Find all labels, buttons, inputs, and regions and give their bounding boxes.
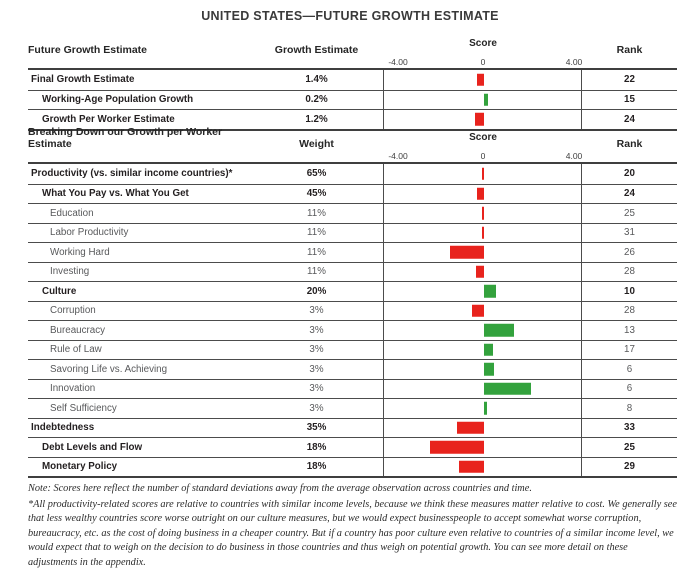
row-label: Rule of Law xyxy=(50,344,102,356)
score-cell xyxy=(383,204,582,223)
row-value: 18% xyxy=(306,461,327,473)
score-bar xyxy=(477,188,484,201)
table-body xyxy=(28,162,677,478)
row-label: Education xyxy=(50,207,94,219)
table-header xyxy=(28,36,677,68)
score-bar xyxy=(484,402,487,415)
table-row xyxy=(28,437,677,457)
score-bar xyxy=(484,383,531,396)
row-value: 11% xyxy=(307,207,326,219)
score-bar xyxy=(482,227,484,240)
axis-tick-max: 4.00 xyxy=(565,57,583,67)
row-value: 1.4% xyxy=(305,74,328,86)
footnote xyxy=(28,482,677,570)
score-cell xyxy=(383,419,582,438)
row-rank: 20 xyxy=(624,168,635,180)
score-bar xyxy=(484,324,514,337)
row-label: Working Hard xyxy=(50,246,110,258)
score-cell xyxy=(383,321,582,340)
axis-tick-zero: 0 xyxy=(480,57,486,67)
row-rank: 29 xyxy=(624,461,635,473)
score-cell xyxy=(383,243,582,262)
row-rank: 28 xyxy=(624,266,635,278)
row-label: Monetary Policy xyxy=(42,461,118,473)
score-bar xyxy=(484,363,494,376)
row-rank: 24 xyxy=(624,113,635,125)
table-row xyxy=(28,184,677,204)
score-cell xyxy=(383,380,582,399)
table-row xyxy=(28,418,677,438)
score-bar xyxy=(457,422,484,435)
score-cell xyxy=(383,70,582,90)
row-value: 35% xyxy=(306,422,327,434)
row-rank: 26 xyxy=(624,246,635,258)
axis-tick-min: -4.00 xyxy=(388,151,408,161)
score-bar xyxy=(484,94,488,107)
column-header-label: Future Growth Estimate xyxy=(28,44,148,56)
score-bar xyxy=(482,168,484,181)
row-value: 11% xyxy=(307,227,326,239)
axis-tick-max: 4.00 xyxy=(565,151,583,161)
row-value: 3% xyxy=(309,383,324,395)
row-value: 11% xyxy=(307,246,326,258)
table-row xyxy=(28,398,677,418)
page-title: UNITED STATES—FUTURE GROWTH ESTIMATE xyxy=(201,9,499,23)
column-header-score xyxy=(383,36,582,68)
table-row xyxy=(28,164,677,184)
row-rank: 33 xyxy=(624,422,635,434)
score-cell xyxy=(383,438,582,457)
row-value: 18% xyxy=(306,441,327,453)
footnote-line: Note: Scores here reflect the number of standard deviations away from the average observation across countries and time. xyxy=(28,483,532,494)
row-label: Savoring Life vs. Achieving xyxy=(50,363,168,375)
score-bar xyxy=(472,305,484,318)
row-rank: 24 xyxy=(624,188,635,200)
row-value: 0.2% xyxy=(305,94,328,106)
table-row xyxy=(28,242,677,262)
axis-tick-zero: 0 xyxy=(480,151,486,161)
row-value: 3% xyxy=(309,402,324,414)
axis-tick-min: -4.00 xyxy=(388,57,408,67)
row-value: 45% xyxy=(306,188,327,200)
row-value: 20% xyxy=(306,285,327,297)
score-cell xyxy=(383,110,582,129)
row-value: 3% xyxy=(309,363,324,375)
score-bar xyxy=(476,266,484,279)
table-row xyxy=(28,262,677,282)
row-value: 1.2% xyxy=(305,113,328,125)
table-row xyxy=(28,70,677,90)
row-rank: 25 xyxy=(624,207,635,219)
score-bar xyxy=(475,113,484,126)
table-header xyxy=(28,126,677,162)
row-rank: 8 xyxy=(626,402,633,414)
row-rank: 13 xyxy=(624,324,635,336)
row-label: Bureaucracy xyxy=(50,324,105,336)
row-rank: 10 xyxy=(624,285,635,297)
row-label: Labor Productivity xyxy=(50,227,129,239)
score-cell xyxy=(383,185,582,204)
row-rank: 28 xyxy=(624,305,635,317)
score-cell xyxy=(383,360,582,379)
row-label: What You Pay vs. What You Get xyxy=(42,188,189,200)
score-cell xyxy=(383,282,582,301)
score-bar xyxy=(450,246,484,259)
score-cell xyxy=(383,91,582,110)
future-growth-table xyxy=(28,36,677,131)
table-row xyxy=(28,301,677,321)
table-row xyxy=(28,320,677,340)
row-label: Final Growth Estimate xyxy=(31,74,135,86)
row-rank: 6 xyxy=(626,383,633,395)
growth-per-worker-table xyxy=(28,126,677,478)
table-row xyxy=(28,203,677,223)
score-cell xyxy=(383,164,582,184)
column-header-rank: Rank xyxy=(616,138,643,150)
score-cell xyxy=(383,341,582,360)
score-bar xyxy=(477,74,484,87)
score-cell xyxy=(383,399,582,418)
table-body xyxy=(28,68,677,131)
row-rank: 25 xyxy=(624,441,635,453)
column-header-weight: Weight xyxy=(299,138,334,150)
row-rank: 17 xyxy=(624,344,635,356)
row-label: Corruption xyxy=(50,305,96,317)
row-value: 11% xyxy=(307,266,326,278)
score-bar xyxy=(482,207,484,220)
row-rank: 6 xyxy=(626,363,633,375)
table-row xyxy=(28,90,677,110)
column-header-rank: Rank xyxy=(616,44,643,56)
row-label: Productivity (vs. similar income countries)* xyxy=(31,168,233,180)
table-row xyxy=(28,281,677,301)
row-value: 3% xyxy=(309,344,324,356)
footnote-line: *All productivity-related scores are relative to countries with similar income levels, because we think these measures matter relative to cost. We generally see that less wealthy countries score worse outright on our culture measures, but we would expect businesspeople to accept somewhat worse corruption, bureaucracy, etc. as the cost of doing business in a cheaper country. But if a country has poor culture even relative to countries of a similar income level, we would expect that to weigh on the decision to do business in those countries and thus weigh on potential growth. You can see more detail on these adjustments in the appendix. xyxy=(28,498,677,569)
row-label: Indebtedness xyxy=(31,422,95,434)
table-row xyxy=(28,359,677,379)
column-header-label: Breaking Down our Growth per Worker Estimate xyxy=(28,126,223,150)
row-value: 65% xyxy=(306,168,327,180)
table-row xyxy=(28,223,677,243)
table-row xyxy=(28,379,677,399)
score-axis-title: Score xyxy=(469,132,497,143)
row-rank: 22 xyxy=(624,74,635,86)
score-cell xyxy=(383,458,582,477)
column-header-growth-estimate: Growth Estimate xyxy=(274,44,359,56)
row-rank: 31 xyxy=(624,227,635,239)
score-cell xyxy=(383,263,582,282)
row-value: 3% xyxy=(309,305,324,317)
row-label: Investing xyxy=(50,266,90,278)
row-rank: 15 xyxy=(624,94,635,106)
score-cell xyxy=(383,224,582,243)
row-label: Self Sufficiency xyxy=(50,402,117,414)
row-label: Working-Age Population Growth xyxy=(42,94,194,106)
score-bar xyxy=(459,461,484,474)
table-row xyxy=(28,457,677,477)
column-header-score xyxy=(383,130,582,162)
row-label: Growth Per Worker Estimate xyxy=(42,113,175,125)
score-axis-title: Score xyxy=(469,38,497,49)
score-bar xyxy=(484,285,496,298)
table-row xyxy=(28,340,677,360)
row-value: 3% xyxy=(309,324,324,336)
row-label: Culture xyxy=(42,285,77,297)
row-label: Innovation xyxy=(50,383,96,395)
score-bar xyxy=(430,441,484,454)
row-label: Debt Levels and Flow xyxy=(42,441,143,453)
score-cell xyxy=(383,302,582,321)
score-bar xyxy=(484,344,493,357)
